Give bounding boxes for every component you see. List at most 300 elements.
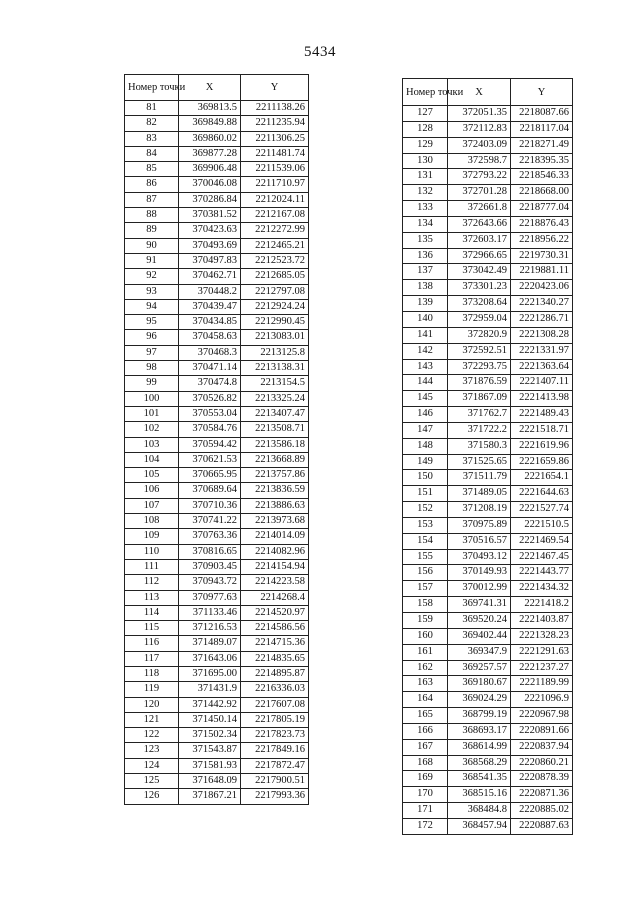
cell-y: 2213407.47	[241, 406, 309, 421]
cell-y: 2220887.63	[511, 818, 573, 834]
cell-y: 2211539.06	[241, 162, 309, 177]
cell-x: 371216.53	[179, 621, 241, 636]
table-row	[403, 137, 573, 153]
cell-y: 2213757.86	[241, 468, 309, 483]
cell-y: 2214586.56	[241, 621, 309, 636]
table-row	[125, 192, 309, 207]
cell-x: 370689.64	[179, 483, 241, 498]
table-header-row	[403, 79, 573, 106]
cell-x: 368614.99	[448, 739, 511, 755]
cell-x: 371133.46	[179, 605, 241, 620]
cell-point-number: 113	[125, 590, 179, 605]
table-row	[125, 697, 309, 712]
cell-x: 369849.88	[179, 116, 241, 131]
table-row	[125, 452, 309, 467]
table-row	[125, 590, 309, 605]
cell-point-number: 120	[125, 697, 179, 712]
cell-y: 2221413.98	[511, 391, 573, 407]
table-row	[403, 248, 573, 264]
cell-x: 370763.36	[179, 529, 241, 544]
cell-x: 370012.99	[448, 581, 511, 597]
cell-x: 368541.35	[448, 771, 511, 787]
cell-x: 371722.2	[448, 422, 511, 438]
cell-y: 2214223.58	[241, 575, 309, 590]
column-header-y: Y	[241, 75, 309, 101]
table-row	[125, 162, 309, 177]
cell-y: 2221189.99	[511, 676, 573, 692]
cell-y: 2220967.98	[511, 708, 573, 724]
cell-y: 2221619.96	[511, 438, 573, 454]
cell-point-number: 112	[125, 575, 179, 590]
cell-point-number: 147	[403, 422, 448, 438]
cell-x: 372603.17	[448, 232, 511, 248]
cell-x: 371431.9	[179, 682, 241, 697]
table-row	[403, 708, 573, 724]
cell-y: 2218546.33	[511, 169, 573, 185]
table-row	[403, 280, 573, 296]
cell-x: 371581.93	[179, 758, 241, 773]
cell-x: 370594.42	[179, 437, 241, 452]
cell-point-number: 123	[125, 743, 179, 758]
table-row	[125, 636, 309, 651]
table-row	[403, 264, 573, 280]
cell-point-number: 122	[125, 728, 179, 743]
table-row	[403, 818, 573, 834]
cell-y: 2214154.94	[241, 559, 309, 574]
cell-point-number: 161	[403, 644, 448, 660]
cell-y: 2211710.97	[241, 177, 309, 192]
table-row	[403, 787, 573, 803]
table-row	[125, 621, 309, 636]
cell-point-number: 167	[403, 739, 448, 755]
cell-point-number: 100	[125, 391, 179, 406]
cell-x: 369906.48	[179, 162, 241, 177]
cell-point-number: 156	[403, 565, 448, 581]
cell-point-number: 150	[403, 470, 448, 486]
table-row	[403, 185, 573, 201]
cell-y: 2220860.21	[511, 755, 573, 771]
cell-y: 2220423.06	[511, 280, 573, 296]
cell-point-number: 109	[125, 529, 179, 544]
table-row	[125, 376, 309, 391]
cell-x: 371643.06	[179, 651, 241, 666]
cell-y: 2221518.71	[511, 422, 573, 438]
cell-x: 371208.19	[448, 502, 511, 518]
cell-point-number: 157	[403, 581, 448, 597]
cell-x: 370943.72	[179, 575, 241, 590]
cell-x: 372793.22	[448, 169, 511, 185]
cell-y: 2213138.31	[241, 361, 309, 376]
cell-point-number: 132	[403, 185, 448, 201]
cell-x: 371867.21	[179, 789, 241, 804]
cell-point-number: 134	[403, 216, 448, 232]
table-row	[125, 712, 309, 727]
cell-y: 2221407.11	[511, 375, 573, 391]
cell-x: 370471.14	[179, 361, 241, 376]
cell-y: 2221418.2	[511, 597, 573, 613]
column-header-x: X	[448, 79, 511, 106]
cell-point-number: 108	[125, 514, 179, 529]
table-row	[125, 529, 309, 544]
table-row	[403, 296, 573, 312]
table-row	[403, 739, 573, 755]
cell-point-number: 88	[125, 208, 179, 223]
cell-point-number: 127	[403, 106, 448, 122]
cell-point-number: 95	[125, 315, 179, 330]
cell-y: 2221328.23	[511, 628, 573, 644]
table-row	[403, 407, 573, 423]
cell-point-number: 144	[403, 375, 448, 391]
cell-y: 2213154.5	[241, 376, 309, 391]
table-row	[403, 597, 573, 613]
cell-y: 2211138.26	[241, 101, 309, 116]
cell-y: 2213508.71	[241, 422, 309, 437]
table-header-row	[125, 75, 309, 101]
cell-x: 371525.65	[448, 454, 511, 470]
cell-x: 370493.69	[179, 238, 241, 253]
table-row	[125, 483, 309, 498]
cell-y: 2213836.59	[241, 483, 309, 498]
cell-y: 2218271.49	[511, 137, 573, 153]
cell-point-number: 165	[403, 708, 448, 724]
cell-y: 2221237.27	[511, 660, 573, 676]
cell-y: 2221291.63	[511, 644, 573, 660]
cell-x: 371511.79	[448, 470, 511, 486]
table-row	[125, 253, 309, 268]
cell-y: 2213325.24	[241, 391, 309, 406]
table-row	[403, 470, 573, 486]
table-row	[403, 755, 573, 771]
cell-x: 370665.95	[179, 468, 241, 483]
cell-y: 2213586.18	[241, 437, 309, 452]
cell-x: 369347.9	[448, 644, 511, 660]
cell-y: 2221443.77	[511, 565, 573, 581]
table-row	[125, 406, 309, 421]
cell-y: 2221489.43	[511, 407, 573, 423]
cell-y: 2216336.03	[241, 682, 309, 697]
table-row	[403, 723, 573, 739]
table-row	[125, 101, 309, 116]
cell-y: 2213083.01	[241, 330, 309, 345]
cell-point-number: 87	[125, 192, 179, 207]
cell-point-number: 105	[125, 468, 179, 483]
cell-point-number: 97	[125, 345, 179, 360]
cell-point-number: 102	[125, 422, 179, 437]
table-row	[125, 146, 309, 161]
cell-y: 2218668.00	[511, 185, 573, 201]
cell-y: 2212024.11	[241, 192, 309, 207]
cell-x: 370497.83	[179, 253, 241, 268]
cell-point-number: 155	[403, 549, 448, 565]
cell-x: 372592.51	[448, 343, 511, 359]
table-row	[125, 330, 309, 345]
cell-y: 2221644.63	[511, 486, 573, 502]
table-row	[403, 375, 573, 391]
cell-point-number: 131	[403, 169, 448, 185]
cell-y: 2217993.36	[241, 789, 309, 804]
cell-point-number: 152	[403, 502, 448, 518]
cell-y: 2221510.5	[511, 517, 573, 533]
cell-point-number: 135	[403, 232, 448, 248]
cell-x: 369741.31	[448, 597, 511, 613]
cell-y: 2220885.02	[511, 803, 573, 819]
cell-y: 2218117.04	[511, 121, 573, 137]
cell-x: 369877.28	[179, 146, 241, 161]
cell-y: 2221331.97	[511, 343, 573, 359]
column-header-y: Y	[511, 79, 573, 106]
cell-x: 371502.34	[179, 728, 241, 743]
cell-x: 370458.63	[179, 330, 241, 345]
cell-x: 369860.02	[179, 131, 241, 146]
table-row	[403, 692, 573, 708]
table-row	[125, 559, 309, 574]
table-row	[403, 391, 573, 407]
cell-y: 2217872.47	[241, 758, 309, 773]
cell-point-number: 86	[125, 177, 179, 192]
cell-point-number: 153	[403, 517, 448, 533]
table-row	[403, 644, 573, 660]
table-row	[403, 565, 573, 581]
table-row	[125, 514, 309, 529]
cell-point-number: 172	[403, 818, 448, 834]
cell-y: 2212685.05	[241, 269, 309, 284]
table-row	[403, 628, 573, 644]
cell-point-number: 82	[125, 116, 179, 131]
cell-point-number: 94	[125, 299, 179, 314]
cell-point-number: 162	[403, 660, 448, 676]
cell-point-number: 128	[403, 121, 448, 137]
cell-point-number: 107	[125, 498, 179, 513]
table-row	[403, 803, 573, 819]
table-row	[403, 422, 573, 438]
cell-y: 2220878.39	[511, 771, 573, 787]
cell-x: 370621.53	[179, 452, 241, 467]
cell-x: 372643.66	[448, 216, 511, 232]
cell-point-number: 158	[403, 597, 448, 613]
cell-x: 370741.22	[179, 514, 241, 529]
cell-point-number: 92	[125, 269, 179, 284]
cell-x: 370516.57	[448, 533, 511, 549]
cell-y: 2212990.45	[241, 315, 309, 330]
table-row	[403, 502, 573, 518]
cell-point-number: 121	[125, 712, 179, 727]
cell-x: 371762.7	[448, 407, 511, 423]
cell-y: 2217823.73	[241, 728, 309, 743]
cell-point-number: 116	[125, 636, 179, 651]
cell-point-number: 168	[403, 755, 448, 771]
cell-point-number: 166	[403, 723, 448, 739]
cell-y: 2218087.66	[511, 106, 573, 122]
cell-point-number: 143	[403, 359, 448, 375]
table-row	[125, 682, 309, 697]
cell-x: 371442.92	[179, 697, 241, 712]
column-header-x: X	[179, 75, 241, 101]
cell-x: 372112.83	[448, 121, 511, 137]
table-row	[125, 437, 309, 452]
cell-point-number: 133	[403, 201, 448, 217]
table-row	[403, 581, 573, 597]
cell-y: 2214715.36	[241, 636, 309, 651]
cell-point-number: 98	[125, 361, 179, 376]
cell-x: 370474.8	[179, 376, 241, 391]
cell-x: 368515.16	[448, 787, 511, 803]
cell-x: 370462.71	[179, 269, 241, 284]
cell-point-number: 151	[403, 486, 448, 502]
cell-point-number: 93	[125, 284, 179, 299]
cell-x: 372051.35	[448, 106, 511, 122]
table-row	[403, 533, 573, 549]
cell-point-number: 84	[125, 146, 179, 161]
table-row	[403, 454, 573, 470]
cell-y: 2219730.31	[511, 248, 573, 264]
cell-y: 2217900.51	[241, 774, 309, 789]
cell-point-number: 141	[403, 327, 448, 343]
table-row	[403, 771, 573, 787]
cell-x: 370468.3	[179, 345, 241, 360]
table-row	[125, 728, 309, 743]
cell-x: 370816.65	[179, 544, 241, 559]
cell-point-number: 101	[125, 406, 179, 421]
table-row	[125, 498, 309, 513]
table-row	[125, 361, 309, 376]
cell-x: 370710.36	[179, 498, 241, 513]
table-row	[125, 743, 309, 758]
cell-x: 372959.04	[448, 311, 511, 327]
cell-point-number: 146	[403, 407, 448, 423]
cell-x: 373042.49	[448, 264, 511, 280]
table-row	[125, 131, 309, 146]
cell-y: 2211306.25	[241, 131, 309, 146]
cell-y: 2220837.94	[511, 739, 573, 755]
cell-x: 370046.08	[179, 177, 241, 192]
cell-y: 2214835.65	[241, 651, 309, 666]
table-row	[403, 676, 573, 692]
cell-x: 369402.44	[448, 628, 511, 644]
cell-y: 2220871.36	[511, 787, 573, 803]
cell-y: 2221434.32	[511, 581, 573, 597]
page-number: 5434	[304, 44, 336, 60]
cell-y: 2212523.72	[241, 253, 309, 268]
cell-point-number: 106	[125, 483, 179, 498]
cell-x: 370286.84	[179, 192, 241, 207]
cell-y: 2221363.64	[511, 359, 573, 375]
cell-x: 370439.47	[179, 299, 241, 314]
cell-y: 2213973.68	[241, 514, 309, 529]
cell-y: 2221527.74	[511, 502, 573, 518]
cell-x: 370149.93	[448, 565, 511, 581]
cell-x: 369024.29	[448, 692, 511, 708]
cell-y: 2218876.43	[511, 216, 573, 232]
cell-y: 2212924.24	[241, 299, 309, 314]
cell-y: 2221469.54	[511, 533, 573, 549]
table-row	[125, 391, 309, 406]
cell-y: 2219881.11	[511, 264, 573, 280]
cell-point-number: 139	[403, 296, 448, 312]
cell-y: 2212465.21	[241, 238, 309, 253]
cell-point-number: 117	[125, 651, 179, 666]
cell-point-number: 125	[125, 774, 179, 789]
table-row	[403, 106, 573, 122]
cell-point-number: 99	[125, 376, 179, 391]
cell-point-number: 148	[403, 438, 448, 454]
table-row	[125, 468, 309, 483]
table-row	[125, 666, 309, 681]
column-header-point: Номер точки	[403, 79, 448, 106]
cell-point-number: 83	[125, 131, 179, 146]
cell-y: 2213125.8	[241, 345, 309, 360]
cell-x: 368693.17	[448, 723, 511, 739]
cell-x: 370553.04	[179, 406, 241, 421]
cell-point-number: 169	[403, 771, 448, 787]
table-row	[125, 299, 309, 314]
cell-x: 372403.09	[448, 137, 511, 153]
cell-point-number: 163	[403, 676, 448, 692]
cell-x: 368799.19	[448, 708, 511, 724]
table-row	[403, 327, 573, 343]
table-row	[125, 284, 309, 299]
cell-x: 372820.9	[448, 327, 511, 343]
cell-y: 2211481.74	[241, 146, 309, 161]
cell-y: 2220891.66	[511, 723, 573, 739]
cell-y: 2218395.35	[511, 153, 573, 169]
cell-y: 2221659.86	[511, 454, 573, 470]
cell-x: 370584.76	[179, 422, 241, 437]
table-row	[125, 223, 309, 238]
cell-point-number: 85	[125, 162, 179, 177]
cell-point-number: 160	[403, 628, 448, 644]
cell-x: 369257.57	[448, 660, 511, 676]
cell-x: 373301.23	[448, 280, 511, 296]
cell-point-number: 138	[403, 280, 448, 296]
table-row	[403, 660, 573, 676]
cell-point-number: 91	[125, 253, 179, 268]
cell-point-number: 119	[125, 682, 179, 697]
cell-x: 370423.63	[179, 223, 241, 238]
table-row	[125, 575, 309, 590]
cell-y: 2221286.71	[511, 311, 573, 327]
table-row	[125, 789, 309, 804]
cell-x: 368457.94	[448, 818, 511, 834]
cell-y: 2212272.99	[241, 223, 309, 238]
cell-point-number: 130	[403, 153, 448, 169]
table-row	[125, 774, 309, 789]
cell-y: 2212797.08	[241, 284, 309, 299]
cell-point-number: 118	[125, 666, 179, 681]
cell-point-number: 137	[403, 264, 448, 280]
cell-x: 370381.52	[179, 208, 241, 223]
cell-x: 368484.8	[448, 803, 511, 819]
cell-x: 369180.67	[448, 676, 511, 692]
table-row	[403, 169, 573, 185]
cell-point-number: 136	[403, 248, 448, 264]
cell-point-number: 164	[403, 692, 448, 708]
cell-x: 371543.87	[179, 743, 241, 758]
cell-y: 2221654.1	[511, 470, 573, 486]
cell-point-number: 114	[125, 605, 179, 620]
cell-x: 372966.65	[448, 248, 511, 264]
table-row	[125, 208, 309, 223]
table-row	[403, 343, 573, 359]
cell-y: 2211235.94	[241, 116, 309, 131]
cell-point-number: 104	[125, 452, 179, 467]
cell-x: 371876.59	[448, 375, 511, 391]
cell-x: 371648.09	[179, 774, 241, 789]
cell-y: 2218777.04	[511, 201, 573, 217]
cell-y: 2213886.63	[241, 498, 309, 513]
cell-point-number: 145	[403, 391, 448, 407]
cell-y: 2213668.89	[241, 452, 309, 467]
cell-y: 2221403.87	[511, 613, 573, 629]
